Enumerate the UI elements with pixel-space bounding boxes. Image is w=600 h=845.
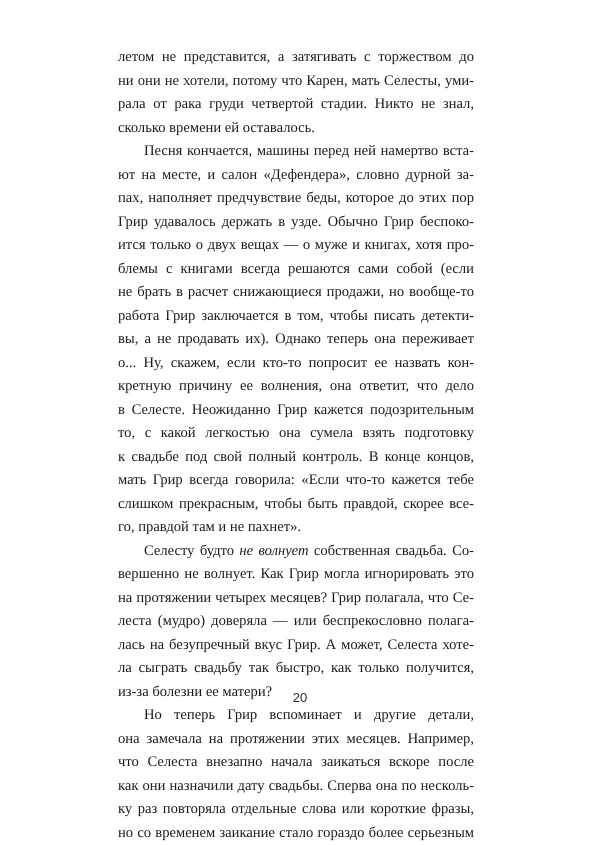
text-line: ни они не хотели, потому что Карен, мать Селесты, уми- [118, 70, 474, 94]
text-line: сколько времени ей оставалось. [118, 117, 474, 141]
text-line: блемы с книгами всегда решаются сами собой (если [118, 258, 474, 282]
text-line: кретную причину ее волнения, она ответит, что дело [118, 375, 474, 399]
text-run: собственная свадьба. Со- [309, 543, 474, 559]
text-line: ится только о двух вещах — о муже и книгах, хотя про- [118, 234, 474, 258]
text-line: о... Ну, скажем, если кто-то попросит ее назвать кон- [118, 352, 474, 376]
emphasis-text: не волнует [239, 543, 308, 559]
paragraph-first-line: Но теперь Грир вспоминает и другие детали, [118, 704, 474, 728]
text-line: рала от рака груди четвертой стадии. Никто не знал, [118, 93, 474, 117]
text-line: вершенно не волнует. Как Грир могла игнорировать это [118, 563, 474, 587]
text-line: лась на безупречный вкус Грир. А может, Селеста хоте- [118, 634, 474, 658]
text-line: леста (мудро) доверяла — или беспрекословно полага- [118, 610, 474, 634]
text-line: на протяжении четырех месяцев? Грир полагала, что Се- [118, 587, 474, 611]
text-line: то, с какой легкостью она сумела взять подготовку [118, 422, 474, 446]
text-line: из-за болезни ее матери? [118, 681, 474, 705]
page-number: 20 [0, 690, 600, 705]
text-line: летом не представится, а затягивать с торжеством до [118, 46, 474, 70]
text-line: вы, а не продавать их). Однако теперь она переживает [118, 328, 474, 352]
paragraph-first-line [118, 540, 474, 564]
text-line: ют на месте, и салон «Дефендера», словно дурной за- [118, 164, 474, 188]
text-line: но со временем заикание стало гораздо более серьезным [118, 822, 474, 845]
text-line: в Селесте. Неожиданно Грир кажется подозрительным [118, 399, 474, 423]
text-line: что Селеста внезапно начала заикаться вскоре после [118, 751, 474, 775]
text-line: ла сыграть свадьбу так быстро, как только получится, [118, 657, 474, 681]
text-line: мать Грир всегда говорила: «Если что-то кажется тебе [118, 469, 474, 493]
text-line: не брать в расчет снижающиеся продажи, но вообще-то [118, 281, 474, 305]
body-text [118, 46, 474, 845]
text-line: пах, наполняет предчувствие беды, которое до этих пор [118, 187, 474, 211]
text-line: к свадьбе под свой полный контроль. В конце концов, [118, 446, 474, 470]
text-run: Селесту будто [144, 543, 239, 559]
text-line: как они назначили дату свадьбы. Сперва она по несколь- [118, 775, 474, 799]
text-line: она замечала на протяжении этих месяцев. Например, [118, 728, 474, 752]
paragraph-first-line: Песня кончается, машины перед ней намертво вста- [118, 140, 474, 164]
text-line: Грир удавалось держать в узде. Обычно Грир беспоко- [118, 211, 474, 235]
text-line: го, правдой там и не пахнет». [118, 516, 474, 540]
text-line: слишком прекрасным, чтобы быть правдой, скорее все- [118, 493, 474, 517]
text-line: работа Грир заключается в том, чтобы писать детекти- [118, 305, 474, 329]
text-line: ку раз повторяла отдельные слова или короткие фразы, [118, 798, 474, 822]
